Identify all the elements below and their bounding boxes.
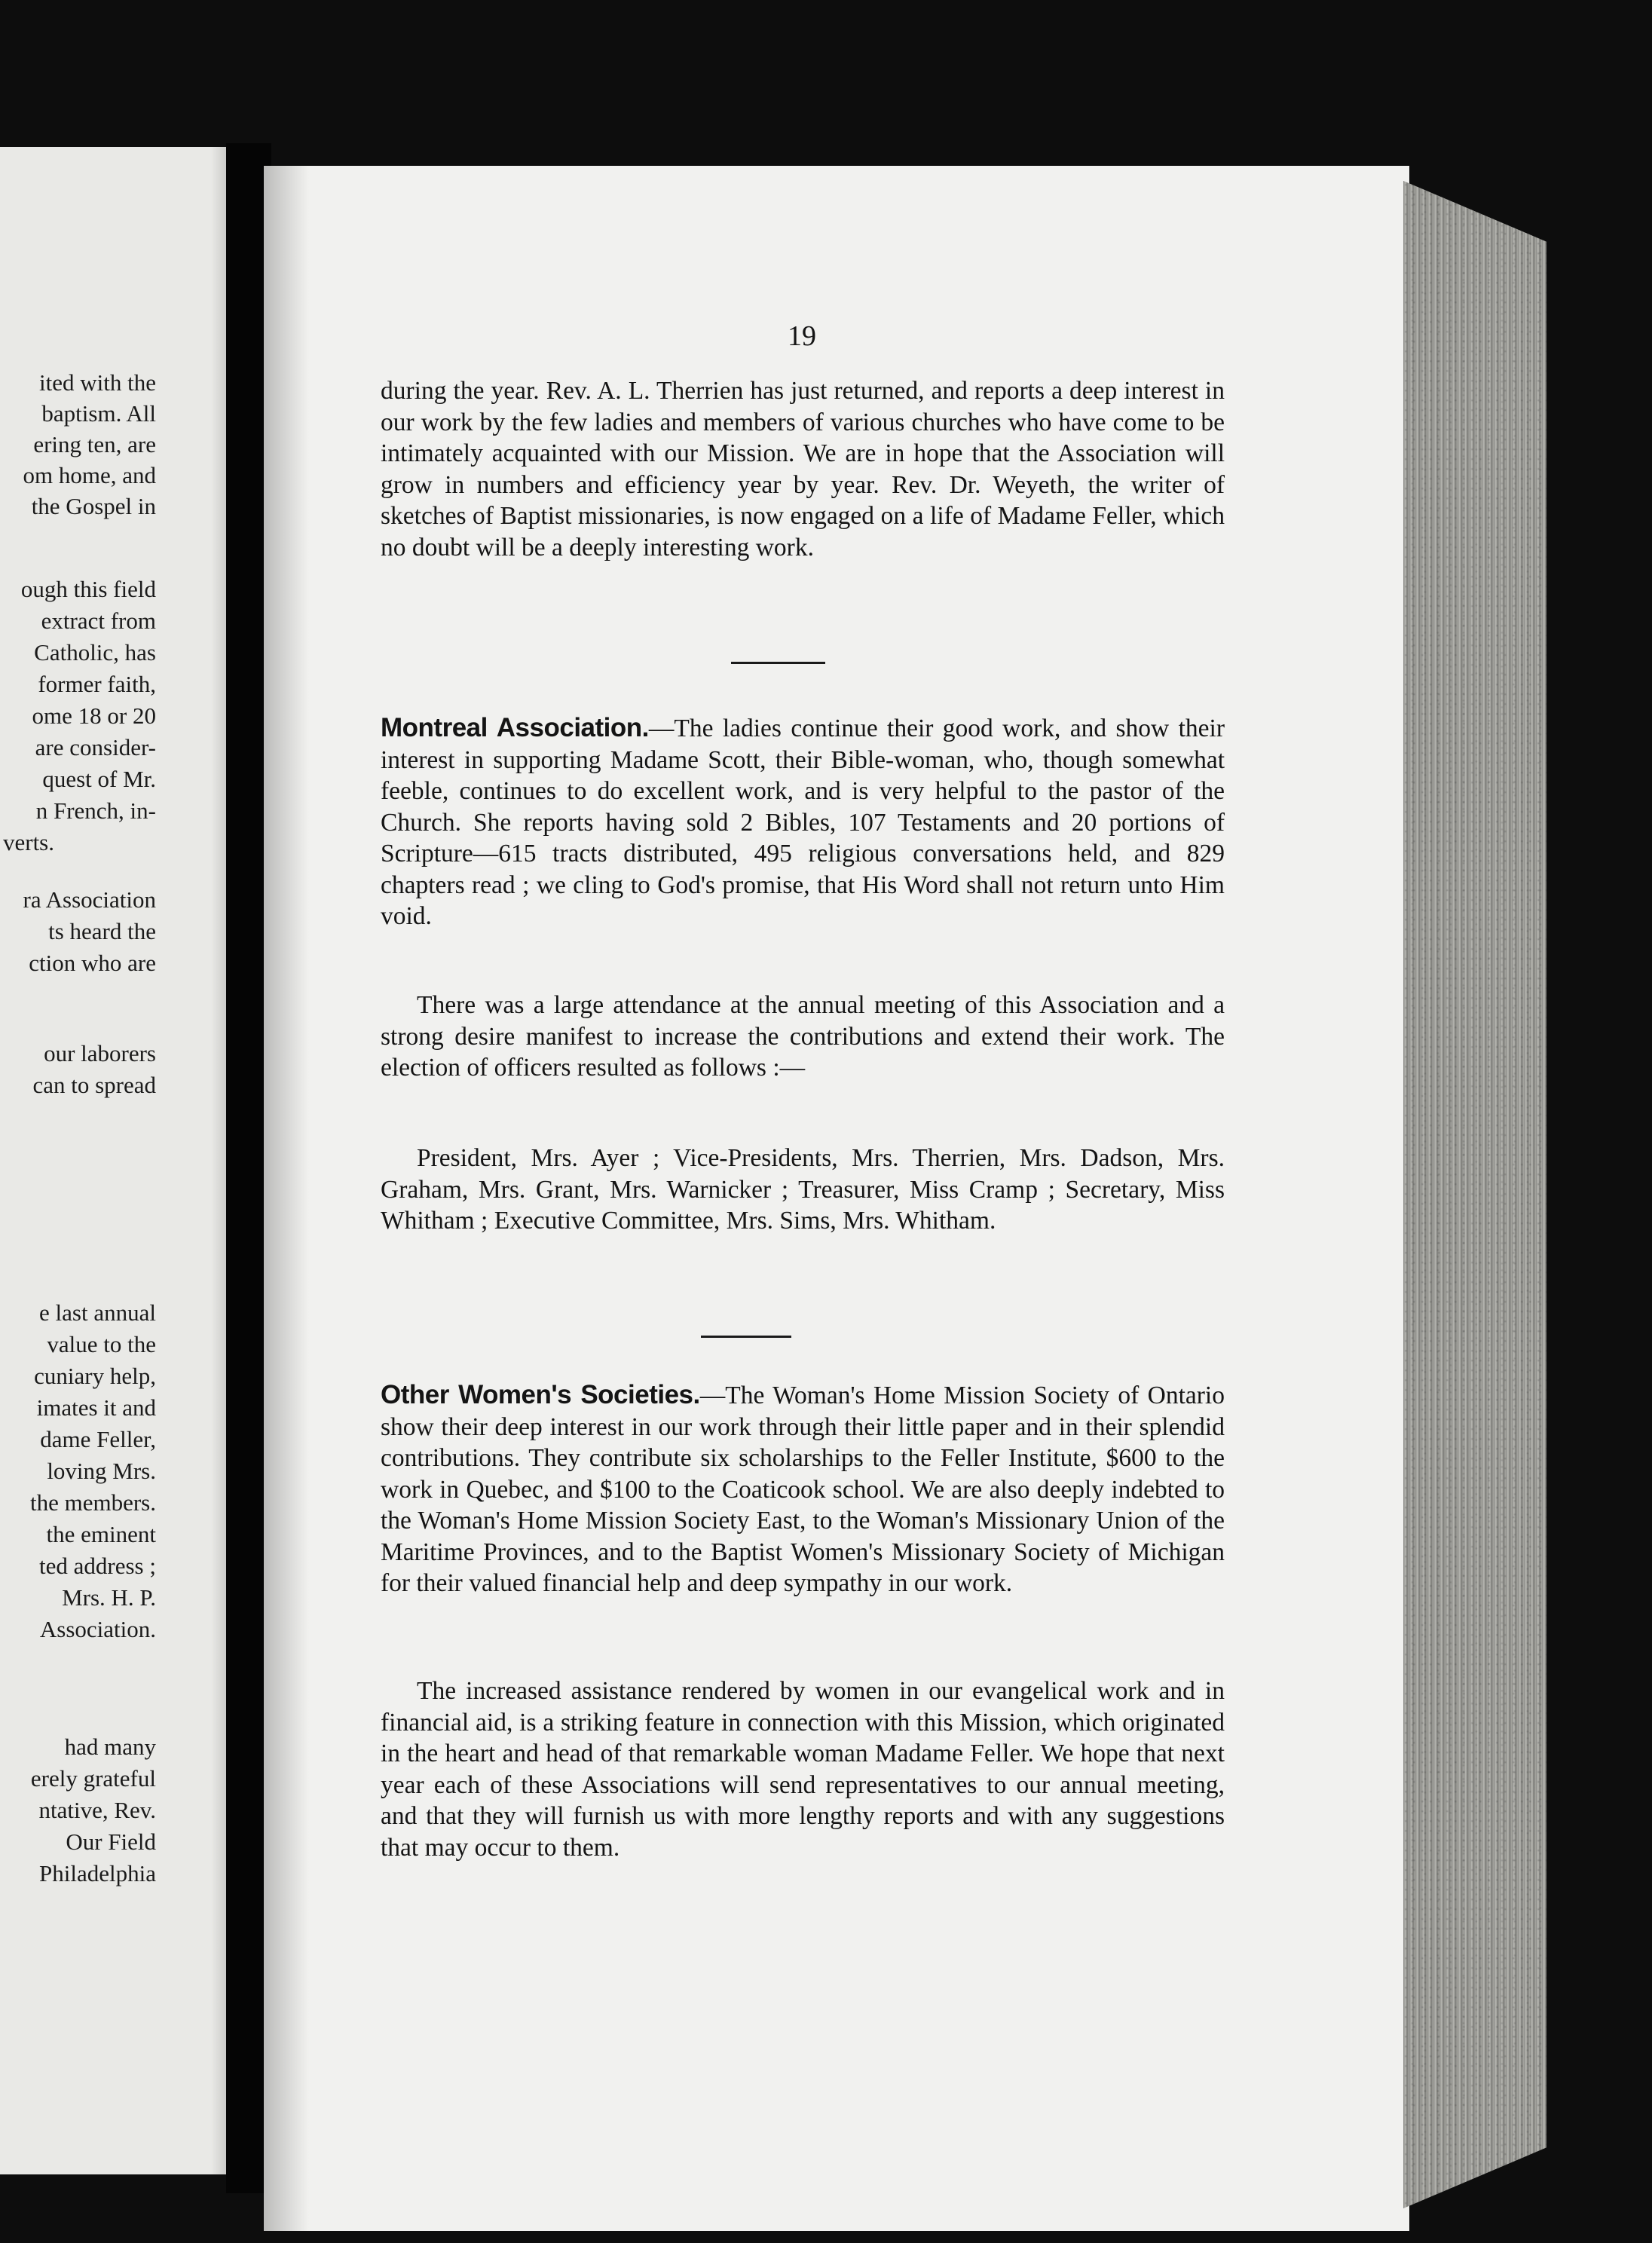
left-line: Mrs. H. P. xyxy=(62,1584,156,1611)
left-line: n French, in- xyxy=(35,797,156,824)
left-line: erely grateful xyxy=(30,1765,156,1792)
left-line: loving Mrs. xyxy=(47,1458,156,1484)
other-societies-text: —The Woman's Home Mission Society of Ontario show their deep interest in our work through their little paper and in their splendid contributions. They contribute six scholarships to the Feller Institute, $600 to the work in Quebec, and $100 to the Coaticook school. We are also deeply indebted to the Woman's Home Mission Society East, to the Woman's Missionary Union of the Maritime Provinces, and to the Baptist Women's Missionary Society of Michigan for their valued financial help and deep sympathy in our work. xyxy=(381,1382,1225,1597)
page-edges-speckle xyxy=(1403,181,1546,2208)
left-line: ited with the xyxy=(39,369,156,396)
paragraph-montreal xyxy=(381,712,1225,932)
other-societies-heading: Other Women's Societies. xyxy=(381,1380,700,1409)
left-line: ough this field xyxy=(20,576,156,602)
left-line: ction who are xyxy=(29,950,156,976)
paragraph-other-societies xyxy=(381,1379,1225,1599)
left-line: verts. xyxy=(2,829,54,855)
paragraph-intro: during the year. Rev. A. L. Therrien has just returned, and reports a deep interest in our work by the few ladies and members of various churches who have come to be intimately acquainted with our Mission. We are in hope that the Association will grow in numbers and efficiency year by year. Rev. Dr. Weyeth, the writer of sketches of Baptist missionaries, is now engaged on a life of Madame Feller, which no doubt will be a deeply interesting work. xyxy=(381,377,1225,562)
left-line: Catholic, has xyxy=(34,639,156,666)
left-line: cuniary help, xyxy=(34,1363,156,1389)
left-line: had many xyxy=(64,1734,156,1760)
left-line: ntative, Rev. xyxy=(38,1797,156,1823)
left-line: imates it and xyxy=(36,1394,156,1421)
left-line: quest of Mr. xyxy=(42,766,156,792)
left-line: baptism. All xyxy=(41,400,156,427)
left-line: the eminent xyxy=(46,1521,156,1547)
left-line: om home, and xyxy=(23,462,156,488)
left-line: are consider- xyxy=(35,734,156,760)
left-line: our laborers xyxy=(44,1040,156,1066)
left-line: Our Field xyxy=(66,1828,156,1855)
left-line: ome 18 or 20 xyxy=(32,702,156,729)
section-divider xyxy=(731,662,825,664)
paragraph-officers: President, Mrs. Ayer ; Vice-Presidents, Mrs. Therrien, Mrs. Dadson, Mrs. Graham, Mrs. Grant, Mrs. Warnicker ; Treasurer, Miss Cramp ; Secretary, Miss Whitham ; Executive Committee, Mrs. Sims, Mrs. Whitham. xyxy=(381,1144,1225,1235)
page-number: 19 xyxy=(788,320,816,352)
section-divider xyxy=(701,1336,791,1338)
left-line: e last annual xyxy=(39,1299,156,1326)
left-line: former faith, xyxy=(38,671,156,697)
left-line: dame Feller, xyxy=(40,1426,156,1452)
left-line: ra Association xyxy=(23,886,156,913)
montreal-heading: Montreal Association. xyxy=(381,713,649,742)
left-line: ts heard the xyxy=(48,918,156,944)
left-line: the members. xyxy=(29,1489,156,1516)
paragraph-increased-assistance: The increased assistance rendered by women in our evangelical work and in financial aid, is a striking feature in connection with this Mission, which originated in the heart and head of that remarkable woman Madame Feller. We hope that next year each of these Associations will send representatives to our annual meeting, and that they will furnish us with more lengthy reports and with any suggestions that may occur to them. xyxy=(381,1677,1225,1862)
left-line: extract from xyxy=(41,607,156,634)
left-line: Association. xyxy=(39,1616,156,1642)
montreal-text: —The ladies continue their good work, and show their interest in supporting Madame Scott, their Bible-woman, who, though somewhat feeble, continues to do excellent work, and is very helpful to the pastor of the Church. She reports having sold 2 Bibles, 107 Testaments and 20 portions of Scripture—615 tracts distributed, 495 religious conversations held, and 829 chapters read ; we cling to God's promise, that His Word shall not return unto Him void. xyxy=(381,715,1225,930)
paragraph-attendance: There was a large attendance at the annual meeting of this Association and a strong desire manifest to increase the contributions and extend their work. The election of officers resulted as follows :— xyxy=(381,991,1225,1082)
left-line: value to the xyxy=(47,1331,156,1357)
left-line: Philadelphia xyxy=(39,1860,156,1887)
left-line: can to spread xyxy=(32,1072,156,1098)
left-line: ted address ; xyxy=(39,1553,156,1579)
left-line: ering ten, are xyxy=(33,431,156,457)
left-line: the Gospel in xyxy=(31,493,156,519)
